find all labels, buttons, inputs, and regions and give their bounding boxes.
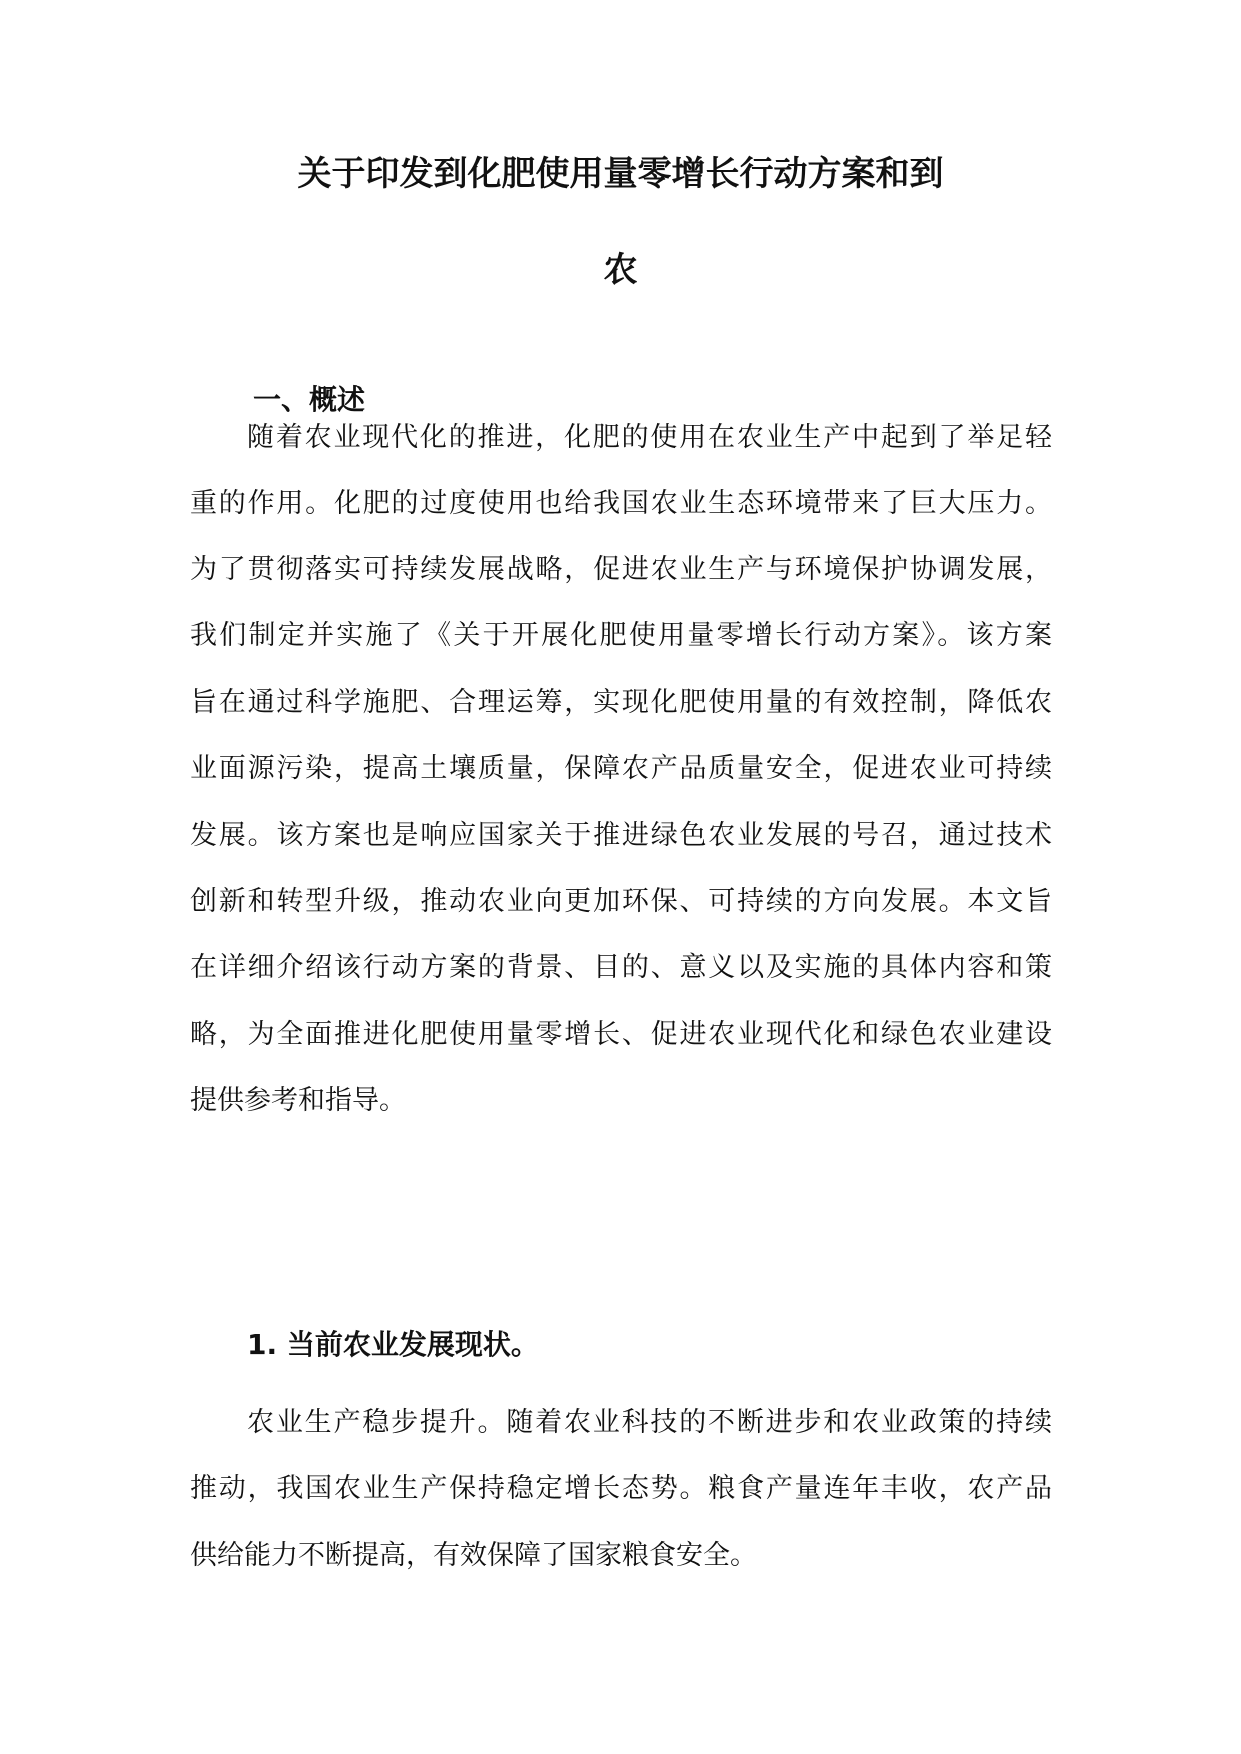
document-title-line-1: 关于印发到化肥使用量零增长行动方案和到 xyxy=(297,154,944,194)
paragraph-line: 为了贯彻落实可持续发展战略，促进农业生产与环境保护协调发展， xyxy=(190,554,1052,585)
paragraph-line: 发展。该方案也是响应国家关于推进绿色农业发展的号召，通过技术 xyxy=(190,820,1052,851)
paragraph-line: 推动，我国农业生产保持稳定增长态势。粮食产量连年丰收，农产品 xyxy=(190,1473,1052,1504)
paragraph-line: 重的作用。化肥的过度使用也给我国农业生态环境带来了巨大压力。 xyxy=(190,488,1052,519)
document-title-line-2: 农 xyxy=(603,250,638,290)
paragraph-line: 略，为全面推进化肥使用量零增长、促进农业现代化和绿色农业建设 xyxy=(190,1019,1052,1050)
paragraph-line: 提供参考和指导。 xyxy=(190,1085,406,1116)
paragraph-line: 我们制定并实施了《关于开展化肥使用量零增长行动方案》。该方案 xyxy=(190,620,1052,651)
paragraph-line: 旨在通过科学施肥、合理运筹，实现化肥使用量的有效控制，降低农 xyxy=(190,687,1052,718)
section-heading-overview: 一、概述 xyxy=(253,383,366,416)
paragraph-line: 随着农业现代化的推进，化肥的使用在农业生产中起到了举足轻 xyxy=(247,422,1052,453)
paragraph-line: 在详细介绍该行动方案的背景、目的、意义以及实施的具体内容和策 xyxy=(190,952,1052,983)
section-heading-current-status: 1. 当前农业发展现状。 xyxy=(247,1328,539,1361)
paragraph-line: 业面源污染，提高土壤质量，保障农产品质量安全，促进农业可持续 xyxy=(190,753,1052,784)
paragraph-line: 供给能力不断提高，有效保障了国家粮食安全。 xyxy=(190,1540,757,1571)
paragraph-line: 创新和转型升级，推动农业向更加环保、可持续的方向发展。本文旨 xyxy=(190,886,1052,917)
paragraph-line: 农业生产稳步提升。随着农业科技的不断进步和农业政策的持续 xyxy=(247,1407,1052,1438)
